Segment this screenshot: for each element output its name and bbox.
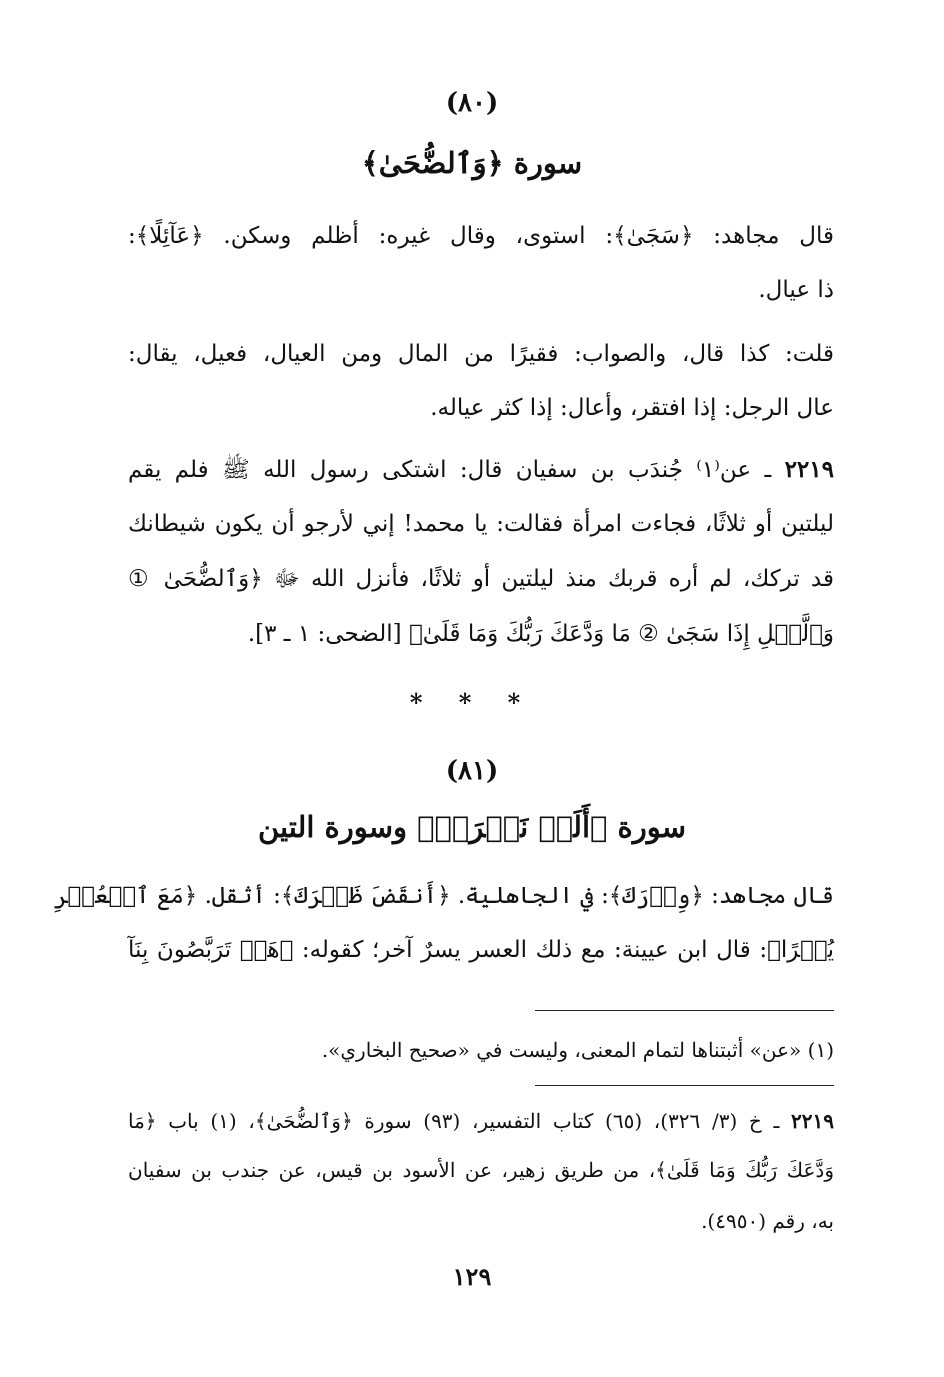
section-separator: * * * [409,688,535,717]
paragraph-mujahid-line-1: قال مجاهد: ﴿سَجَىٰ﴾: استوى، وقال غيره: أظلم وسكن. ﴿عَآئِلًا﴾: [128,223,834,249]
hadith-number: ٢٢١٩ [784,456,834,483]
section-81-number: (٨١) [445,756,499,786]
hadith-line-1 [128,452,834,488]
paragraph-qultu-line-2: عال الرجل: إذا افتقر، وأعال: إذا كثر عياله. [430,395,834,421]
takhrij-line-3: به، رقم (٤٩٥٠). [701,1209,834,1233]
takhrij-divider [535,1085,834,1086]
takhrij-line-1 [128,1103,834,1139]
takhrij-number: ٢٢١٩ [791,1109,835,1133]
paragraph-mujahid-line-2: ذا عيال. [758,277,834,303]
hadith-line-3: قد تركك، لم أره قربك منذ ليلتين أو ثلاثًا، فأنزل الله ﷻ ﴿وَٱلضُّحَىٰ ① [128,566,834,592]
hadith-line-4: وَٱلَّيۡلِ إِذَا سَجَىٰ ② مَا وَدَّعَكَ رَبُّكَ وَمَا قَلَىٰ﴾ [الضحى: ١ ـ ٣]. [247,621,834,647]
takhrij-line-2: وَدَّعَكَ رَبُّكَ وَمَا قَلَىٰ﴾، من طريق زهير، عن الأسود بن قيس، عن جندب بن سفيان [128,1158,834,1182]
hadith-line-2: ليلتين أو ثلاثًا، فجاءت امرأة فقالت: يا محمد! إني لأرجو أن يكون شيطانك [128,511,834,537]
hadith-text-1: ـ عن⁽١⁾ جُندَب بن سفيان قال: اشتكى رسول الله ﷺ فلم يقم [128,457,772,483]
section-81-title: سورة ﴿أَلَمۡ نَشۡرَحۡ﴾ وسورة التين [257,810,686,844]
footnote-divider [535,1010,834,1011]
paragraph-qultu-line-1: قلت: كذا قال، والصواب: فقيرًا من المال ومن العيال، فعيل، يقال: [128,341,834,367]
page-number: ١٢٩ [452,1262,492,1291]
section-81-line-2: يُسۡرًا﴾: قال ابن عيينة: مع ذلك العسر يسرٌ آخر؛ كقوله: ﴿هَلۡ تَرَبَّصُونَ بِنَآ [128,937,834,963]
section-81-line-1: قال مجاهد: ﴿وِزۡرَكَ﴾: في الجاهلية. ﴿أَنقَضَ ظَهۡرَكَ﴾: أثقل. ﴿مَعَ ٱلۡعُسۡرِ [53,883,834,909]
section-80-title: سورة ﴿وَٱلضُّحَىٰ﴾ [361,146,583,180]
takhrij-text-1: ـ خ (٣/ ٣٢٦)، (٦٥) كتاب التفسير، (٩٣) سورة ﴿وَٱلضُّحَىٰ﴾، (١) باب ﴿مَا [128,1109,780,1133]
section-80-number: (٨٠) [445,88,499,118]
footnote-1: (١) «عن» أثبتناها لتمام المعنى، وليست في «صحيح البخاري». [321,1038,834,1062]
